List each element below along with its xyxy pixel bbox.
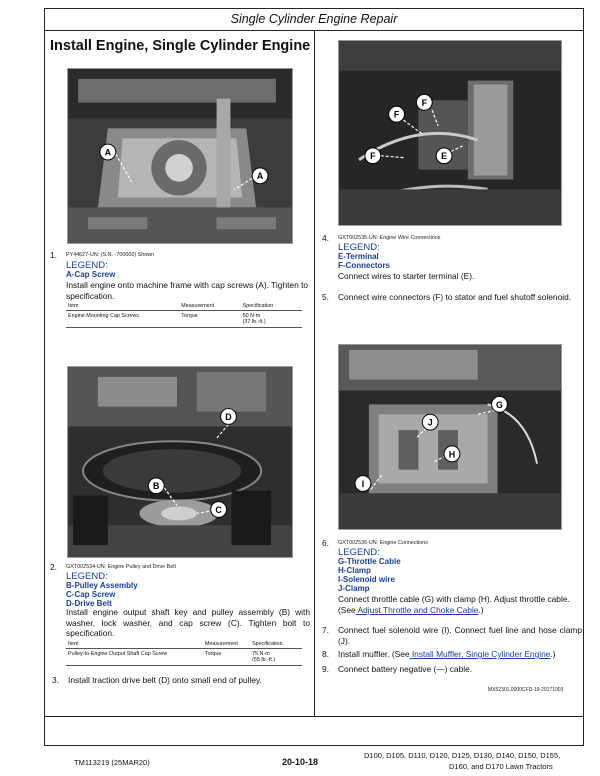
step-2-caption: GXT002534-UN: Engine Pulley and Drive Belt <box>66 564 176 570</box>
svg-text:A: A <box>256 171 264 182</box>
page-header: Single Cylinder Engine Repair <box>44 8 584 31</box>
step-6-text <box>338 594 582 615</box>
svg-text:G: G <box>496 399 503 410</box>
spec-header-measurement: Measurement <box>179 302 240 311</box>
spec-cell-item: Engine Mounting Cap Screws <box>66 311 179 328</box>
step-1-spec-table <box>66 302 302 328</box>
step-4-caption: GXT002535-UN: Engine Wire Connections <box>338 235 441 241</box>
spec-header-specification: Specification <box>241 302 302 311</box>
step-1-legend-item: A-Cap Screw <box>66 270 116 279</box>
svg-text:A: A <box>104 147 112 158</box>
step-1-legend-heading: LEGEND: <box>66 260 108 271</box>
spec-cell-measurement: Torque <box>179 311 240 328</box>
step-6-legend-item-h: H-Clamp <box>338 566 371 575</box>
callout-f-1 <box>389 106 405 122</box>
step-3-text: Install traction drive belt (D) onto small end of pulley. <box>68 675 262 685</box>
spec-value-metric: 75 N·m <box>252 651 270 657</box>
spec-header-measurement: Measurement <box>203 640 250 649</box>
callout-a-2 <box>252 168 268 184</box>
callout-b <box>148 478 164 494</box>
spec-cell-specification <box>250 649 302 666</box>
step-4-legend-heading: LEGEND: <box>338 242 380 253</box>
step-4-legend-item-e: E-Terminal <box>338 252 379 261</box>
step-2-legend-item-d: D-Drive Belt <box>66 599 112 608</box>
footer-models-line-1: D100, D105, D110, D120, D125, D130, D140, D150, D155, <box>364 751 561 760</box>
step-5-text: Connect wire connectors (F) to stator and fuel shutoff solenoid. <box>338 292 572 302</box>
photo-engine-connections <box>338 344 562 530</box>
photo-engine-mount <box>67 68 293 244</box>
step-4-text: Connect wires to starter terminal (E). <box>338 271 475 281</box>
step-6-text-a: Connect throttle cable (G) with clamp (H). Adjust throttle cable. <box>338 594 570 604</box>
bottom-rule <box>44 716 584 717</box>
spec-cell-item: Pulley-to-Engine Output Shaft Cap Screw <box>66 649 203 666</box>
step-8-text <box>338 649 582 660</box>
footer-page-number: 20-10-18 <box>282 757 319 767</box>
callout-c <box>211 502 227 518</box>
svg-text:F: F <box>393 109 400 120</box>
callout-g <box>492 396 508 412</box>
step-1-text: Install engine onto machine frame with cap screws (A). Tighten to specification. <box>66 280 309 301</box>
svg-text:F: F <box>421 97 427 108</box>
footer-models-line-2: D160, and D170 Lawn Tractors <box>449 762 553 771</box>
adjust-throttle-choke-link[interactable]: Adjust Throttle and Choke Cable <box>355 604 479 615</box>
step-6-number: 6. <box>322 538 329 548</box>
photo-wire-connections <box>338 40 562 226</box>
svg-text:H: H <box>448 449 456 460</box>
svg-text:B: B <box>153 481 160 492</box>
install-muffler-link[interactable]: Install Muffler, Single Cylinder Engine <box>409 649 551 659</box>
step-8-suffix: .) <box>550 649 556 659</box>
svg-text:D: D <box>225 411 232 422</box>
svg-text:I: I <box>361 478 365 489</box>
document-code: MX52301,0000CFD-19-20171003 <box>488 687 564 693</box>
step-6-caption: GXT002536-UN: Engine Connections <box>338 540 428 546</box>
step-5-number: 5. <box>322 292 329 302</box>
callout-j <box>422 414 438 430</box>
step-6-see-suffix: .) <box>478 604 484 615</box>
step-1-caption: PY44627-UN: (S.N. -700000) Shown <box>66 252 155 258</box>
step-6-legend-item-g: G-Throttle Cable <box>338 557 401 566</box>
step-3-number: 3. <box>52 675 59 685</box>
spec-value-metric: 50 N·m <box>242 313 261 319</box>
callout-f-2 <box>416 94 432 110</box>
step-7-text: Connect fuel solenoid wire (I). Connect fuel line and hose clamp (J). <box>338 625 582 646</box>
step-6-legend-item-i: I-Solenoid wire <box>338 575 395 584</box>
step-6-legend-heading: LEGEND: <box>338 547 380 558</box>
step-8-prefix: Install muffler. (See <box>338 649 410 659</box>
step-2-legend-item-b: B-Pulley Assembly <box>66 581 138 590</box>
step-7-number: 7. <box>322 625 329 635</box>
step-9-number: 9. <box>322 664 329 674</box>
spec-value-imperial: (37 lb.-ft.) <box>242 319 266 325</box>
step-2-legend-heading: LEGEND: <box>66 571 108 582</box>
step-4-legend-item-f: F-Connectors <box>338 261 390 270</box>
svg-text:F: F <box>370 151 376 162</box>
svg-text:J: J <box>427 417 433 428</box>
step-6-see-prefix: (See <box>338 604 356 615</box>
step-2-spec-table <box>66 640 302 666</box>
step-2-text: Install engine output shaft key and pulley assembly (B) with washer, lock washer, and cap screw (C). Tighten bolt to specification. <box>66 607 310 639</box>
spec-header-item: Item <box>66 302 179 311</box>
callout-d <box>221 409 237 425</box>
photo-engine-pulley <box>67 366 293 558</box>
step-8-number: 8. <box>322 649 329 659</box>
callout-e <box>436 148 452 164</box>
spec-cell-measurement: Torque <box>203 649 250 666</box>
spec-header-specification: Specification <box>250 640 302 649</box>
step-2-number: 2. <box>50 562 57 572</box>
section-title: Install Engine, Single Cylinder Engine <box>50 38 311 54</box>
callout-a-1 <box>100 144 116 160</box>
callout-f-3 <box>365 148 381 164</box>
callout-i <box>355 476 371 492</box>
step-2-legend-item-c: C-Cap Screw <box>66 590 116 599</box>
step-4-number: 4. <box>322 233 329 243</box>
svg-text:C: C <box>215 504 222 515</box>
footer-manual-id: TM113219 (25MAR20) <box>74 758 150 767</box>
step-1-number: 1. <box>50 250 57 260</box>
spec-cell-specification <box>241 311 302 328</box>
svg-text:E: E <box>441 151 448 162</box>
step-9-text: Connect battery negative (—) cable. <box>338 664 473 674</box>
callout-h <box>444 446 460 462</box>
spec-value-imperial: (55 lb.-ft.) <box>252 657 276 663</box>
step-6-legend-item-j: J-Clamp <box>338 584 370 593</box>
spec-header-item: Item <box>66 640 203 649</box>
